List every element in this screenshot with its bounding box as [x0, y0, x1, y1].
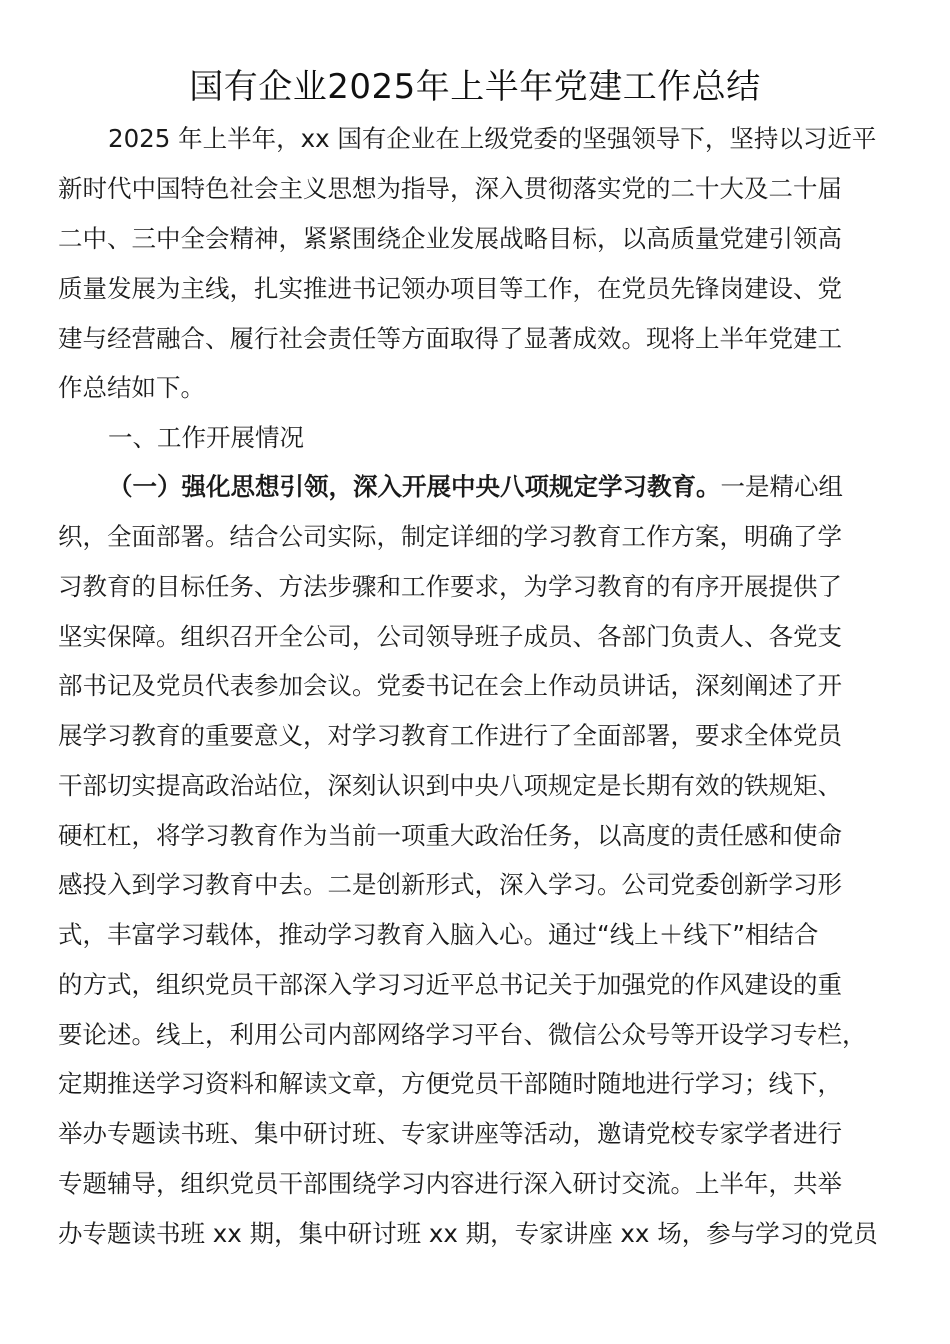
subsection-heading: （一）强化思想引领，深入开展中央八项规定学习教育。 [108, 472, 721, 501]
body-line: 硬杠杠，将学习教育作为当前一项重大政治任务，以高度的责任感和使命 [58, 821, 842, 850]
body-line: 的方式，组织党员干部深入学习习近平总书记关于加强党的作风建设的重 [58, 970, 842, 999]
body-line: 式，丰富学习载体，推动学习教育入脑入心。通过“线上＋线下”相结合 [58, 920, 819, 949]
body-line: 专题辅导，组织党员干部围绕学习内容进行深入研讨交流。上半年，共举 [58, 1169, 842, 1198]
intro-line: 二中、三中全会精神，紧紧围绕企业发展战略目标，以高质量党建引领高 [58, 224, 842, 253]
body-line: 展学习教育的重要意义，对学习教育工作进行了全面部署，要求全体党员 [58, 721, 842, 750]
subsection-first-line [108, 469, 843, 505]
body-line: 织，全面部署。结合公司实际，制定详细的学习教育工作方案，明确了学 [58, 522, 842, 551]
body-line: 干部切实提高政治站位，深刻认识到中央八项规定是长期有效的铁规矩、 [58, 771, 842, 800]
intro-line: 新时代中国特色社会主义思想为指导，深入贯彻落实党的二十大及二十届 [58, 174, 842, 203]
body-line: 部书记及党员代表参加会议。党委书记在会上作动员讲话，深刻阐述了开 [58, 671, 842, 700]
intro-line: 作总结如下。 [58, 373, 205, 402]
section-heading: 一、工作开展情况 [108, 423, 304, 452]
intro-line: 2025 年上半年，xx 国有企业在上级党委的坚强领导下，坚持以习近平 [108, 124, 877, 153]
body-line: 习教育的目标任务、方法步骤和工作要求，为学习教育的有序开展提供了 [58, 572, 842, 601]
intro-line: 建与经营融合、履行社会责任等方面取得了显著成效。现将上半年党建工 [58, 324, 842, 353]
document-title: 国有企业2025年上半年党建工作总结 [189, 67, 761, 107]
body-line: 办专题读书班 xx 期，集中研讨班 xx 期，专家讲座 xx 场，参与学习的党员 [58, 1219, 878, 1248]
body-line: 要论述。线上，利用公司内部网络学习平台、微信公众号等开设学习专栏， [58, 1020, 867, 1049]
intro-line: 质量发展为主线，扎实推进书记领办项目等工作，在党员先锋岗建设、党 [58, 274, 842, 303]
subsection-first-line-text: 一是精心组 [720, 472, 843, 501]
body-line: 坚实保障。组织召开全公司，公司领导班子成员、各部门负责人、各党支 [58, 622, 842, 651]
body-line: 定期推送学习资料和解读文章，方便党员干部随时随地进行学习；线下， [58, 1069, 842, 1098]
body-line: 感投入到学习教育中去。二是创新形式，深入学习。公司党委创新学习形 [58, 870, 842, 899]
body-line: 举办专题读书班、集中研讨班、专家讲座等活动，邀请党校专家学者进行 [58, 1119, 842, 1148]
